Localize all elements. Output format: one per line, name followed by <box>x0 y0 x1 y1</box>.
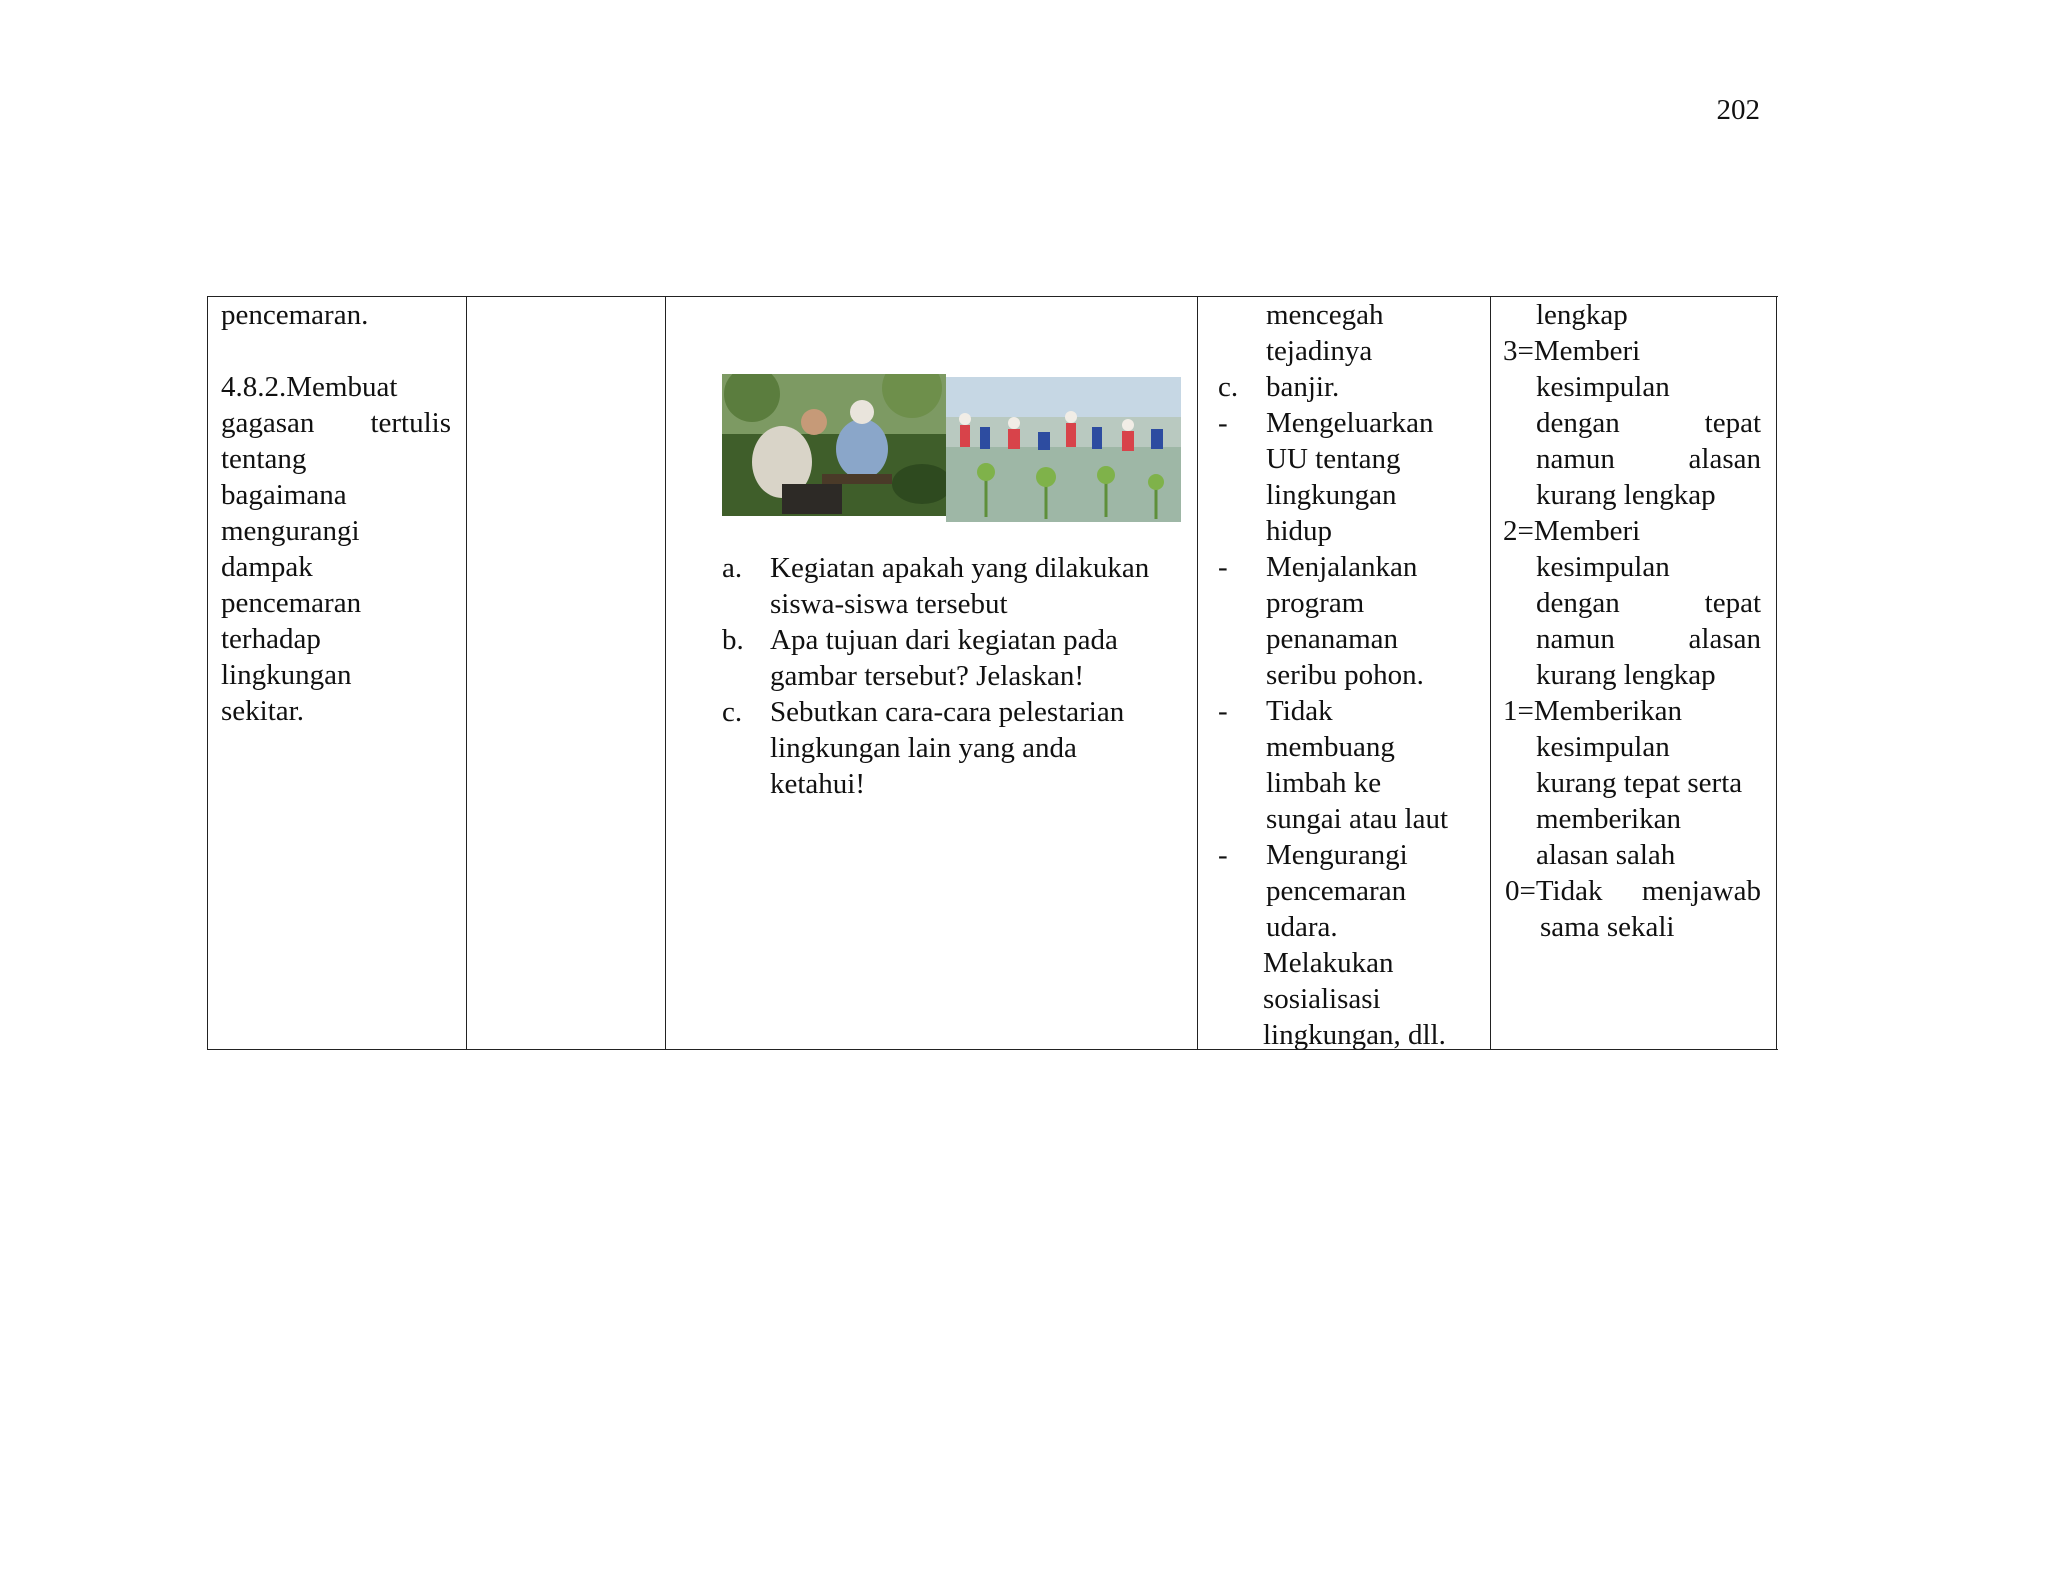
answer-line: Mengurangi <box>1266 839 1408 871</box>
question-line: Apa tujuan dari kegiatan pada <box>770 624 1118 656</box>
answer-line: membuang <box>1266 731 1395 763</box>
rubric-line: dengan tepat <box>1536 407 1761 439</box>
list-item <box>1218 405 1488 549</box>
answer-line: sungai atau laut <box>1266 803 1449 835</box>
answer-line: lingkungan, dll. <box>1263 1019 1446 1051</box>
table-col-border-5 <box>1490 296 1491 1050</box>
question-line: siswa-siswa tersebut <box>770 588 1008 620</box>
list-item <box>722 622 1190 694</box>
answer-line: hidup <box>1266 515 1333 547</box>
answer-line: UU tentang <box>1266 443 1401 475</box>
rubric-line: memberikan <box>1536 803 1681 835</box>
table-col-border-1 <box>207 296 208 1050</box>
list-marker: c. <box>1218 371 1239 403</box>
answer-line: tejadinya <box>1266 335 1373 367</box>
answer-line: Mengeluarkan <box>1266 407 1434 439</box>
rubric-line: sama sekali <box>1540 911 1675 943</box>
answer-line: pencemaran <box>1266 875 1407 907</box>
indicator-line: terhadap <box>221 623 321 655</box>
table-col-border-6 <box>1776 296 1777 1050</box>
answer-line: udara. <box>1266 911 1338 943</box>
rubric-line: kesimpulan <box>1536 551 1670 583</box>
indicator-cell <box>221 297 451 729</box>
list-marker: - <box>1218 551 1228 583</box>
list-marker: - <box>1218 695 1228 727</box>
rubric-line: alasan salah <box>1536 839 1676 871</box>
table-col-border-3 <box>665 296 666 1050</box>
rubric-line: namun alasan <box>1536 443 1761 475</box>
answer-key-cell <box>1218 297 1488 1053</box>
answer-line: seribu pohon. <box>1266 659 1424 691</box>
answer-line: banjir. <box>1266 371 1340 403</box>
list-marker: - <box>1218 407 1228 439</box>
rubric-cell <box>1503 297 1761 945</box>
rubric-line: namun alasan <box>1536 623 1761 655</box>
indicator-spread-line: gagasan tertulis <box>221 407 451 439</box>
answer-line: Tidak <box>1266 695 1333 727</box>
question-list <box>722 550 1190 802</box>
answer-line: Menjalankan <box>1266 551 1418 583</box>
list-item <box>722 550 1190 622</box>
rubric-line: 1=Memberikan <box>1503 695 1683 727</box>
rubric-line: kurang lengkap <box>1536 479 1716 511</box>
rubric-line: 2=Memberi <box>1503 515 1641 547</box>
rubric-line: dengan tepat <box>1536 587 1761 619</box>
rubric-line: kurang lengkap <box>1536 659 1716 691</box>
indicator-line: mengurangi <box>221 515 360 547</box>
answer-line: mencegah <box>1266 299 1384 331</box>
list-marker: a. <box>722 552 743 584</box>
question-line: lingkungan lain yang anda <box>770 732 1077 764</box>
rubric-line: 3=Memberi <box>1503 335 1641 367</box>
rubric-line: kesimpulan <box>1536 371 1670 403</box>
table-col-border-4 <box>1197 296 1198 1050</box>
question-line: Kegiatan apakah yang dilakukan <box>770 552 1150 584</box>
answer-line: lingkungan <box>1266 479 1397 511</box>
rubric-line: kurang tepat serta <box>1536 767 1743 799</box>
list-marker: - <box>1218 839 1228 871</box>
mangrove-planting-photo <box>946 377 1181 522</box>
rubric-line: lengkap <box>1536 299 1628 331</box>
answer-line: program <box>1266 587 1365 619</box>
list-item <box>1218 837 1488 945</box>
rubric-line: 0=Tidak menjawab <box>1505 875 1761 907</box>
tree-planting-photo <box>722 374 946 516</box>
indicator-line: bagaimana <box>221 479 347 511</box>
list-item <box>1218 369 1488 405</box>
indicator-line: tentang <box>221 443 307 475</box>
indicator-continuation: pencemaran. <box>221 299 369 331</box>
list-item <box>1218 549 1488 693</box>
answer-line: penanaman <box>1266 623 1399 655</box>
answer-line: Melakukan <box>1263 947 1394 979</box>
rubric-line: kesimpulan <box>1536 731 1670 763</box>
indicator-line: lingkungan <box>221 659 352 691</box>
list-item <box>1218 693 1488 837</box>
question-line: ketahui! <box>770 768 866 800</box>
table-bottom-border <box>207 1049 1778 1050</box>
answer-line: sosialisasi <box>1263 983 1381 1015</box>
indicator-heading: 4.8.2.Membuat <box>221 371 398 403</box>
list-marker: c. <box>722 696 743 728</box>
list-item <box>722 694 1190 802</box>
question-line: gambar tersebut? Jelaskan! <box>770 660 1085 692</box>
answer-line: limbah ke <box>1266 767 1382 799</box>
list-marker: b. <box>722 624 744 656</box>
table-col-border-2 <box>466 296 467 1050</box>
question-line: Sebutkan cara-cara pelestarian <box>770 696 1125 728</box>
page-number: 202 <box>1716 94 1760 126</box>
indicator-line: pencemaran <box>221 587 362 619</box>
indicator-line: dampak <box>221 551 313 583</box>
indicator-line: sekitar. <box>221 695 304 727</box>
